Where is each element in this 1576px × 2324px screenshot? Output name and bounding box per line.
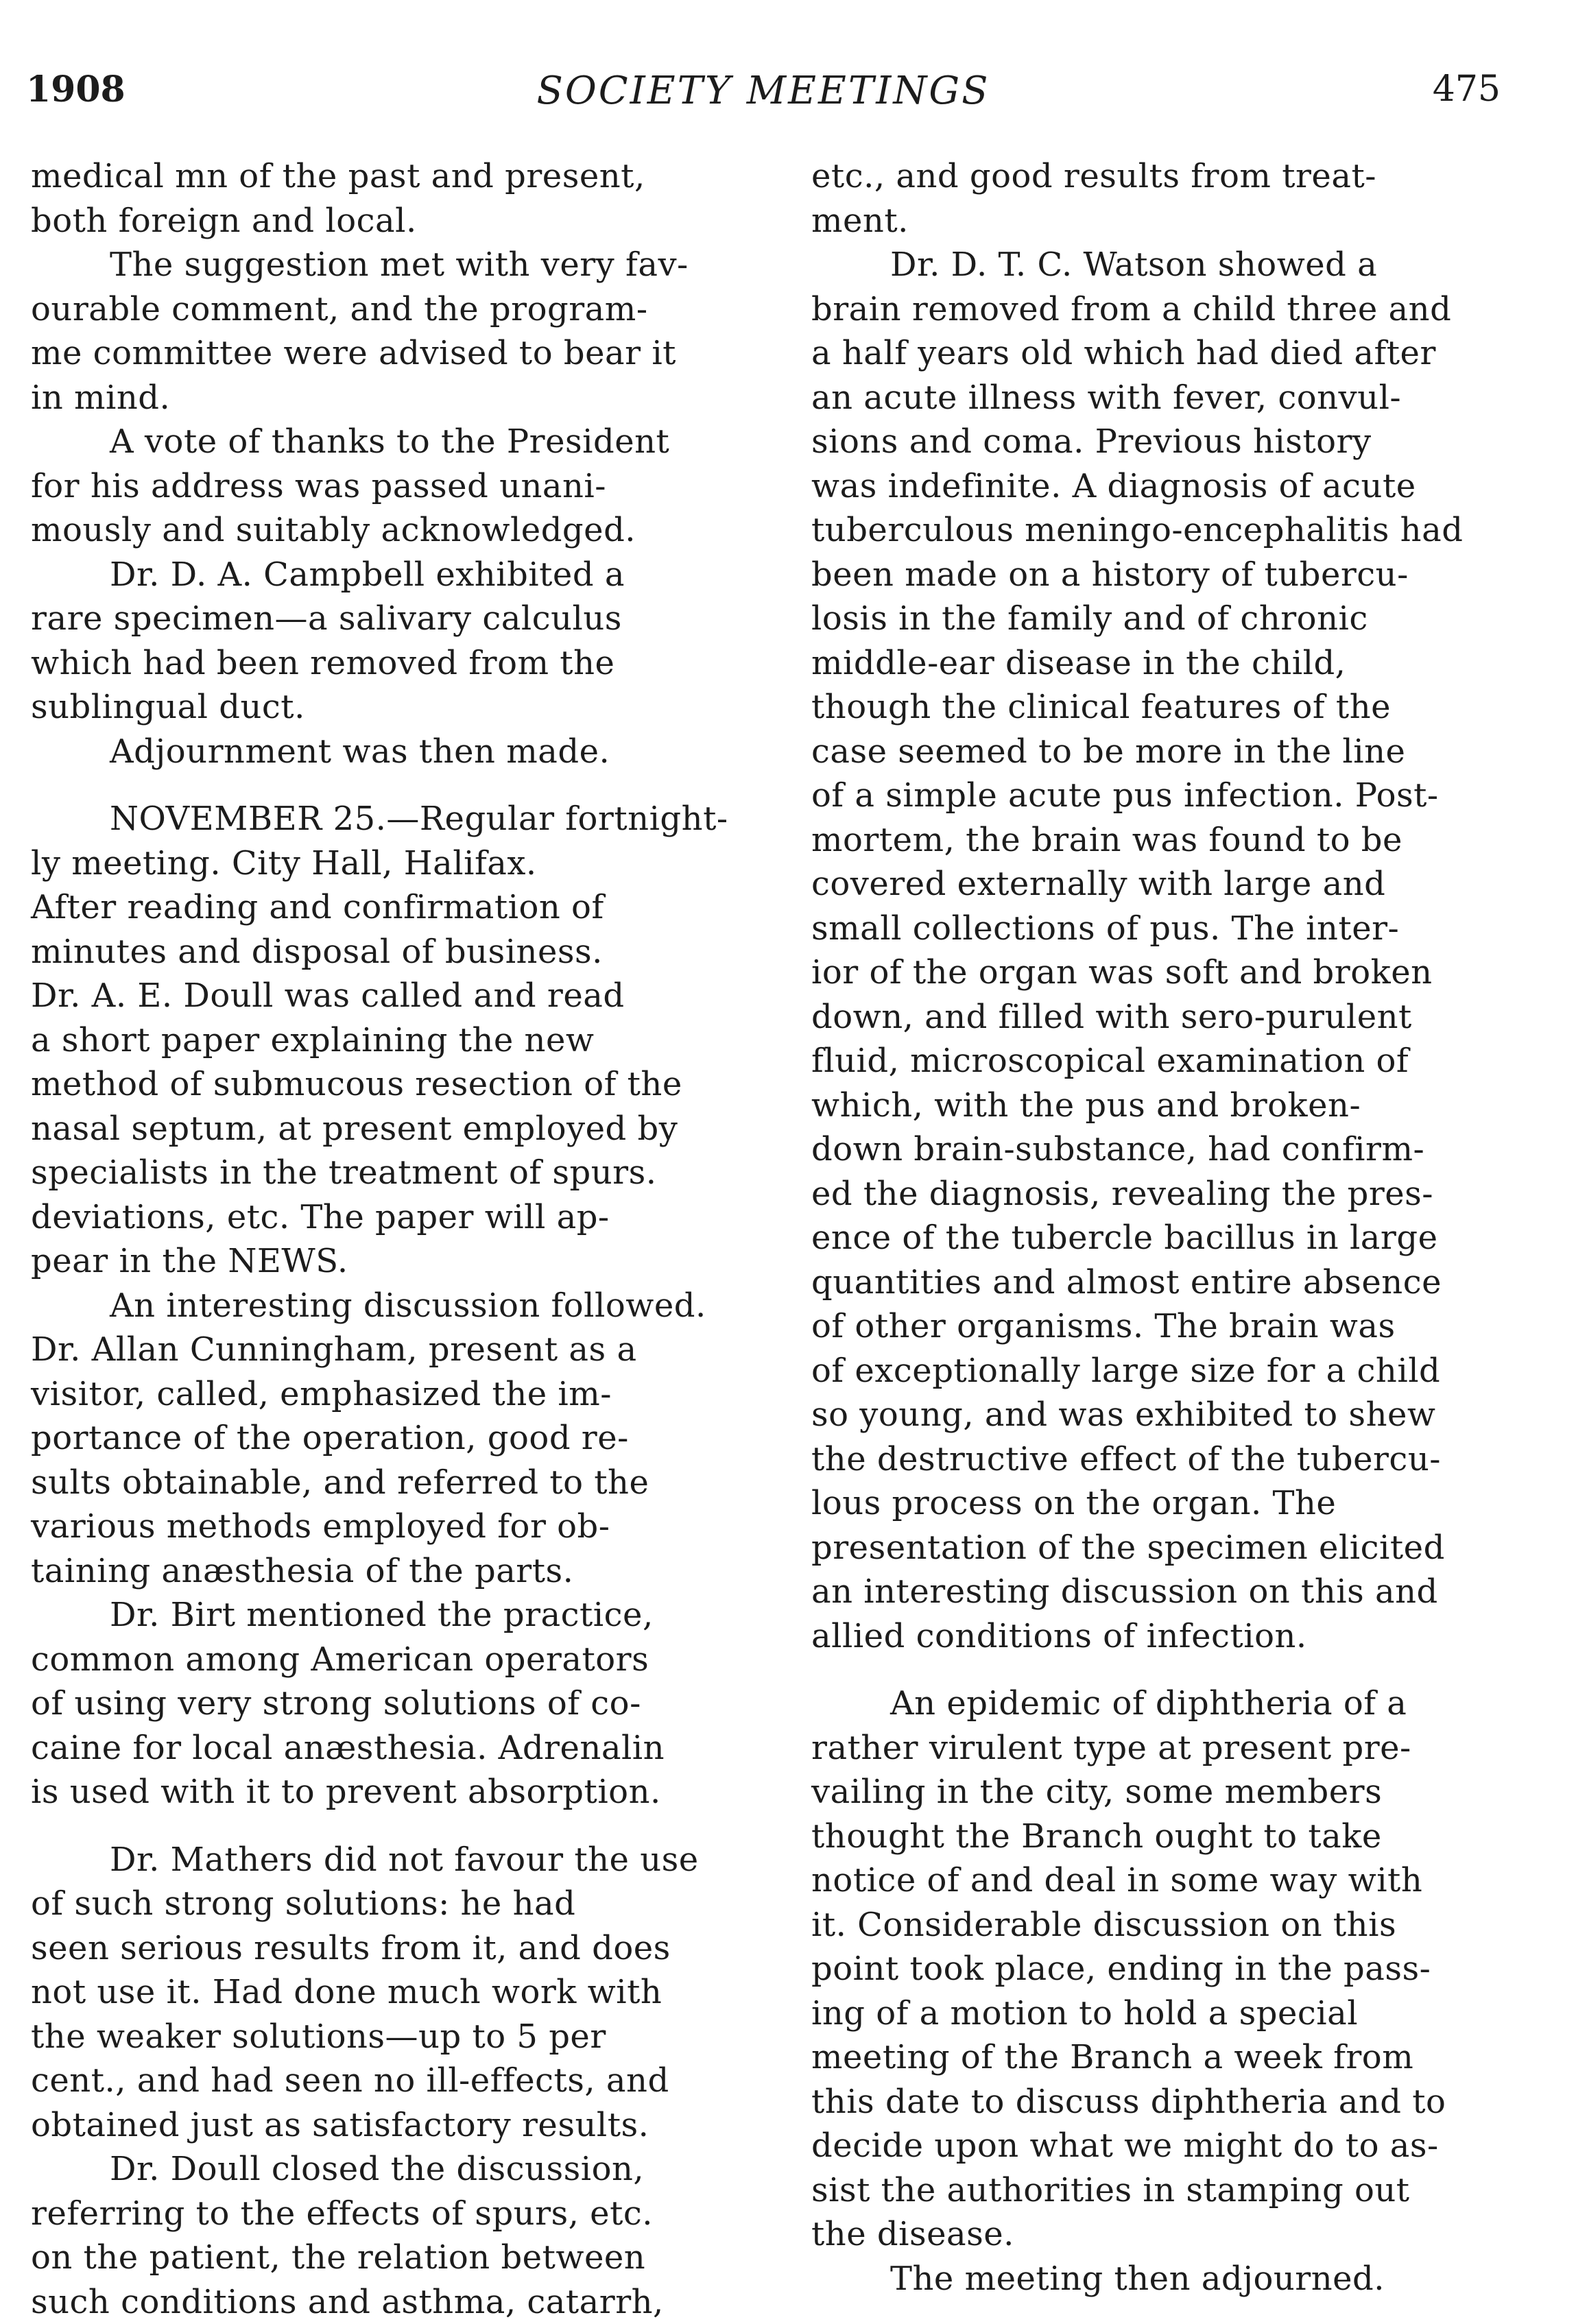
text-line: caine for local anæsthesia. Adrenalin	[31, 1726, 768, 1771]
text-line: vailing in the city, some members	[811, 1770, 1531, 1814]
text-line: minutes and disposal of business.	[31, 930, 768, 974]
text-line: point took place, ending in the pass-	[811, 1947, 1531, 1991]
text-line: meeting of the Branch a week from	[811, 2035, 1531, 2080]
text-line: in mind.	[31, 376, 768, 420]
text-line: of other organisms. The brain was	[811, 1304, 1531, 1349]
text-line: thought the Branch ought to take	[811, 1814, 1531, 1859]
text-line: The suggestion met with very fav-	[31, 243, 768, 287]
text-line: etc., and good results from treat-	[811, 154, 1531, 199]
text-line: fluid, microscopical examination of	[811, 1039, 1531, 1083]
text-line: ence of the tubercle bacillus in large	[811, 1216, 1531, 1260]
text-line: covered externally with large and	[811, 862, 1531, 907]
text-line: small collections of pus. The inter-	[811, 907, 1531, 951]
text-line: sublingual duct.	[31, 685, 768, 730]
text-line: visitor, called, emphasized the im-	[31, 1372, 768, 1417]
text-line: quantities and almost entire absence	[811, 1260, 1531, 1305]
text-line: method of submucous resection of the	[31, 1062, 768, 1107]
text-line: the weaker solutions—up to 5 per	[31, 2015, 768, 2059]
text-line: ment.	[811, 199, 1531, 243]
text-line: Dr. D. A. Campbell exhibited a	[31, 553, 768, 597]
text-line: taining anæsthesia of the parts.	[31, 1549, 768, 1594]
text-line: nasal septum, at present employed by	[31, 1107, 768, 1151]
text-line: of using very strong solutions of co-	[31, 1681, 768, 1726]
text-line: After reading and confirmation of	[31, 885, 768, 930]
text-line: pear in the NEWS.	[31, 1239, 768, 1284]
text-line: of such strong solutions: he had	[31, 1882, 768, 1926]
text-line: Dr. Mathers did not favour the use	[31, 1838, 768, 1882]
text-line: sions and coma. Previous history	[811, 420, 1531, 464]
text-line: me committee were advised to bear it	[31, 331, 768, 376]
text-line: sist the authorities in stamping out	[811, 2168, 1531, 2213]
text-line: of a simple acute pus infection. Post-	[811, 774, 1531, 818]
text-line: losis in the family and of chronic	[811, 597, 1531, 641]
text-line: been made on a history of tubercu-	[811, 553, 1531, 597]
text-line: which, with the pus and broken-	[811, 1083, 1531, 1128]
text-line: Dr. Doull closed the discussion,	[31, 2147, 768, 2192]
text-line: down, and filled with sero-purulent	[811, 995, 1531, 1040]
text-line: various methods employed for ob-	[31, 1505, 768, 1549]
text-line: it. Considerable discussion on this	[811, 1903, 1531, 1948]
header-year: 1908	[26, 69, 126, 110]
text-line: Dr. D. T. C. Watson showed a	[811, 243, 1531, 287]
paragraph-gap	[31, 1814, 768, 1838]
left-column	[31, 154, 768, 2324]
text-line: ourable comment, and the program-	[31, 287, 768, 332]
text-line: an acute illness with fever, convul-	[811, 376, 1531, 420]
text-line: allied conditions of infection.	[811, 1614, 1531, 1659]
text-line: Dr. Allan Cunningham, present as a	[31, 1328, 768, 1372]
running-title: SOCIETY MEETINGS	[26, 69, 1501, 113]
text-line: a half years old which had died after	[811, 331, 1531, 376]
text-line: the disease.	[811, 2212, 1531, 2257]
text-line: rare specimen—a salivary calculus	[31, 597, 768, 641]
right-column	[811, 154, 1531, 2301]
text-line: Adjournment was then made.	[31, 730, 768, 774]
text-line: notice of and deal in some way with	[811, 1858, 1531, 1903]
text-line: both foreign and local.	[31, 199, 768, 243]
text-line: lous process on the organ. The	[811, 1481, 1531, 1526]
text-line: deviations, etc. The paper will ap-	[31, 1195, 768, 1240]
text-line: not use it. Had done much work with	[31, 1970, 768, 2015]
text-line: portance of the operation, good re-	[31, 1416, 768, 1461]
text-line: though the clinical features of the	[811, 685, 1531, 730]
text-line: down brain-substance, had confirm-	[811, 1127, 1531, 1172]
text-line: for his address was passed unani-	[31, 464, 768, 509]
text-line: decide upon what we might do to as-	[811, 2124, 1531, 2168]
text-line: referring to the effects of spurs, etc.	[31, 2192, 768, 2236]
text-line: an interesting discussion on this and	[811, 1570, 1531, 1614]
text-line: is used with it to prevent absorption.	[31, 1770, 768, 1814]
text-line: common among American operators	[31, 1638, 768, 1682]
text-line: cent., and had seen no ill-effects, and	[31, 2059, 768, 2103]
text-line: on the patient, the relation between	[31, 2236, 768, 2280]
paragraph-gap	[811, 1658, 1531, 1681]
text-line: brain removed from a child three and	[811, 287, 1531, 332]
text-line: An interesting discussion followed.	[31, 1284, 768, 1328]
text-line: mortem, the brain was found to be	[811, 818, 1531, 863]
text-line: which had been removed from the	[31, 641, 768, 686]
text-line: ed the diagnosis, revealing the pres-	[811, 1172, 1531, 1217]
text-line: ior of the organ was soft and broken	[811, 950, 1531, 995]
text-line: such conditions and asthma, catarrh,	[31, 2280, 768, 2324]
text-line: Dr. Birt mentioned the practice,	[31, 1593, 768, 1638]
text-line: mously and suitably acknowledged.	[31, 508, 768, 553]
text-line: medical mn of the past and present,	[31, 154, 768, 199]
text-line: sults obtainable, and referred to the	[31, 1461, 768, 1505]
text-line: a short paper explaining the new	[31, 1018, 768, 1063]
text-line: of exceptionally large size for a child	[811, 1349, 1531, 1393]
text-line: The meeting then adjourned.	[811, 2257, 1531, 2301]
text-line: so young, and was exhibited to shew	[811, 1393, 1531, 1437]
text-line: rather virulent type at present pre-	[811, 1726, 1531, 1771]
text-line: tuberculous meningo-encephalitis had	[811, 508, 1531, 553]
text-line: Dr. A. E. Doull was called and read	[31, 974, 768, 1018]
text-line: ing of a motion to hold a special	[811, 1991, 1531, 2036]
text-line: the destructive effect of the tubercu-	[811, 1437, 1531, 1482]
text-line: was indefinite. A diagnosis of acute	[811, 464, 1531, 509]
page-number: 475	[1433, 69, 1501, 110]
text-line: middle-ear disease in the child,	[811, 641, 1531, 686]
text-line: An epidemic of diphtheria of a	[811, 1681, 1531, 1726]
text-line: A vote of thanks to the President	[31, 420, 768, 464]
text-line: ly meeting. City Hall, Halifax.	[31, 841, 768, 886]
text-line: this date to discuss diphtheria and to	[811, 2080, 1531, 2124]
text-line: obtained just as satisfactory results.	[31, 2103, 768, 2148]
text-line: NOVEMBER 25.—Regular fortnight-	[31, 797, 768, 841]
text-line: case seemed to be more in the line	[811, 730, 1531, 774]
page-header	[26, 63, 1501, 125]
paragraph-gap	[31, 774, 768, 797]
text-line: seen serious results from it, and does	[31, 1926, 768, 1971]
text-line: specialists in the treatment of spurs.	[31, 1151, 768, 1195]
text-line: presentation of the specimen elicited	[811, 1526, 1531, 1570]
